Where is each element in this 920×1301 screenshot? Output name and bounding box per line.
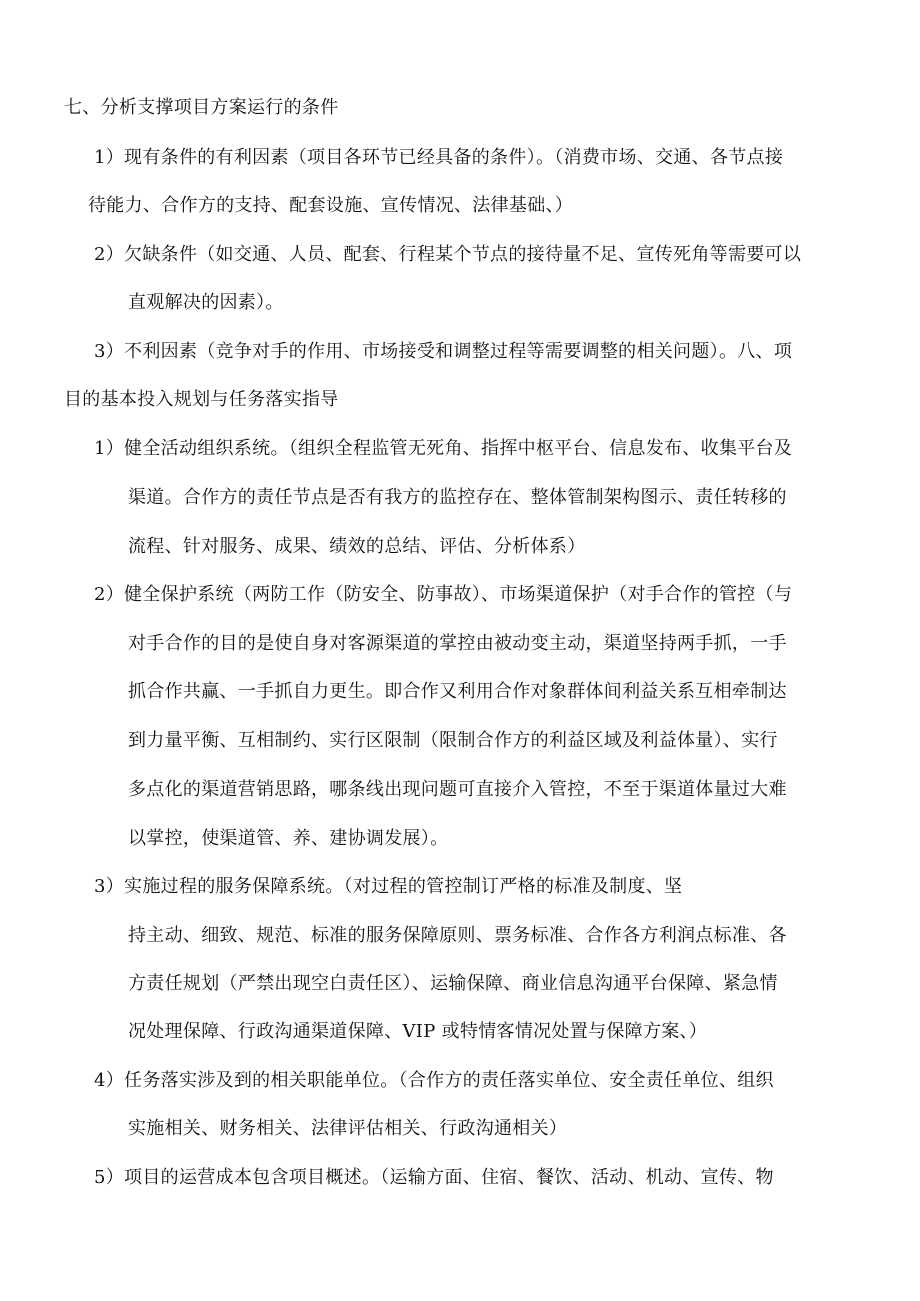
paragraph-7-2-cont: 直观解决的因素）。 <box>128 292 284 313</box>
paragraph-8-1-cont-b: 流程、针对服务、成果、绩效的总结、评估、分析体系） <box>128 536 586 557</box>
paragraph-7-1: 1）现有条件的有利因素（项目各环节已经具备的条件）。（消费市场、交通、各节点接 <box>94 147 784 168</box>
paragraph-8-3-cont-a: 持主动、细致、规范、标准的服务保障原则、票务标准、合作各方利润点标准、各 <box>128 925 787 946</box>
paragraph-8-4-cont: 实施相关、财务相关、法律评估相关、行政沟通相关） <box>128 1118 568 1139</box>
paragraph-7-2: 2）欠缺条件（如交通、人员、配套、行程某个节点的接待量不足、宣传死角等需要可以 <box>94 244 802 265</box>
paragraph-8-1-cont-a: 渠道。合作方的责任节点是否有我方的监控存在、整体管制架构图示、责任转移的 <box>128 487 787 508</box>
paragraph-8-4: 4）任务落实涉及到的相关职能单位。（合作方的责任落实单位、安全责任单位、组织 <box>94 1070 774 1091</box>
paragraph-8-2-cont-d: 多点化的渠道营销思路，哪条线出现问题可直接介入管控，不至于渠道体量过大难 <box>128 779 787 800</box>
paragraph-8-2: 2）健全保护系统（两防工作（防安全、防事故）、市场渠道保护（对手合作的管控（与 <box>94 584 793 605</box>
paragraph-7-3: 3）不利因素（竞争对手的作用、市场接受和调整过程等需要调整的相关问题）。八、项 <box>94 341 793 362</box>
paragraph-8-3: 3）实施过程的服务保障系统。（对过程的管控制订严格的标准及制度、坚 <box>94 876 683 897</box>
paragraph-8-3-cont-c: 况处理保障、行政沟通渠道保障、VIP 或特情客情况处置与保障方案、） <box>128 1021 708 1042</box>
paragraph-8-2-cont-c: 到力量平衡、互相制约、实行区限制（限制合作方的利益区域及利益体量）、实行 <box>128 730 778 751</box>
section-heading-8-cont: 目的基本投入规划与任务落实指导 <box>64 389 339 410</box>
paragraph-8-1: 1）健全活动组织系统。（组织全程监管无死角、指挥中枢平台、信息发布、收集平台及 <box>94 438 793 459</box>
paragraph-8-2-cont-b: 抓合作共赢、一手抓自力更生。即合作又利用合作对象群体间利益关系互相牵制达 <box>128 681 787 702</box>
paragraph-8-3-cont-b: 方责任规划（严禁出现空白责任区）、运输保障、商业信息沟通平台保障、紧急情 <box>128 973 778 994</box>
paragraph-8-2-cont-a: 对手合作的目的是使自身对客源渠道的掌控由被动变主动，渠道坚持两手抓，一手 <box>128 633 787 654</box>
section-heading-7: 七、分析支撑项目方案运行的条件 <box>64 97 339 118</box>
paragraph-7-1-cont: 待能力、合作方的支持、配套设施、宣传情况、法律基础、） <box>88 195 574 216</box>
paragraph-8-5: 5）项目的运营成本包含项目概述。（运输方面、住宿、餐饮、活动、机动、宣传、物 <box>94 1167 774 1188</box>
paragraph-8-2-cont-e: 以掌控，使渠道管、养、建协调发展）。 <box>128 828 449 849</box>
